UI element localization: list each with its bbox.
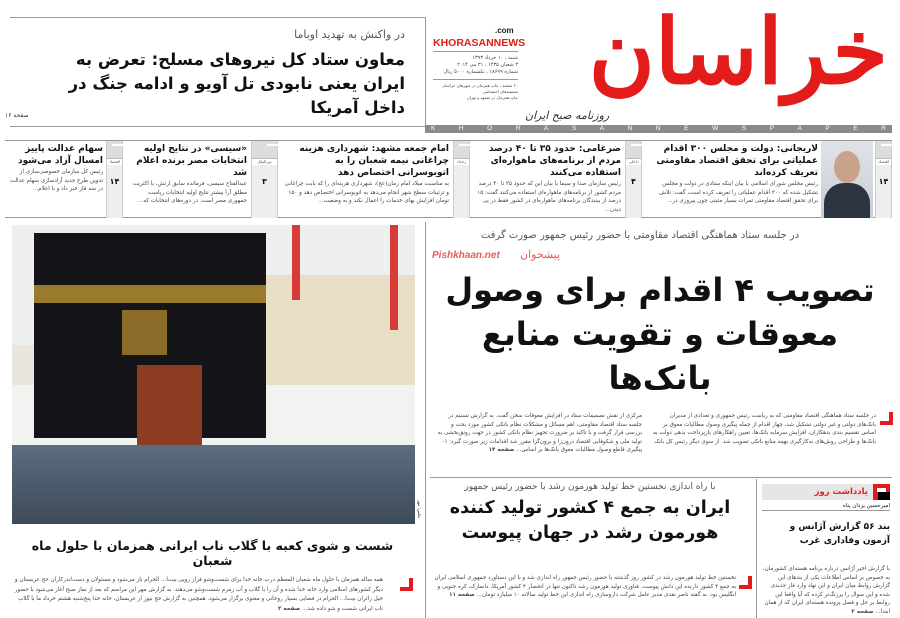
logo-subtitle: روزنامه صبح ایران (525, 109, 610, 122)
page-marker (106, 141, 123, 218)
teaser-justice-shares[interactable] (5, 141, 123, 218)
top-story-headline[interactable]: معاون ستاد کل نیروهای مسلح: تعرض به ایران یعنی نابودی تل آویو و ادامه جنگ در داخل آمریکا (68, 50, 405, 117)
khorasan-logo: خراسان (588, 0, 888, 105)
masthead-divider (425, 17, 426, 125)
teaser-mashhad-imam[interactable] (280, 141, 470, 218)
corner-icon (626, 141, 641, 159)
teaser-body: به مناسبت میلاد امام زمان(عج)، شهرداری هزینه‌ای را که بابت چراغانی و تزئینات سطح شهر انجام می‌دهد به اتوبوسرانی اختصاص دهد و ۱۵۰ تومان افزایش بهای خدمات را اعمال نکند و به وضعیت... (284, 181, 449, 204)
main-body-text: مرکزی از نقش تصمیمات ستاد در افزایش معوقات سخن گفت. به گزارش تسنیم در جلسه ستاد اقتصاد مقاومتی، اهم مسائل و مشکلات نظام بانکی کشور مورد بحث و بررسی قرار گرفت و با تاکید بر ضرورت تجهیز نظام بانکی کشور در جهت رونق‌بخشی به تولید ملی و شکوفایی اقتصاد درون‌زا و برون‌گرا مقرر شد اقدامات زیر صورت گیرد: ۱- پیگیری قاطع وصول مطالبات معوق بانک‌ها بر اساس... (437, 413, 642, 453)
issue-line: شماره ۱۸۶۹۹ ، تکشماره ۵۰۰۰ ریال (443, 69, 518, 75)
bar-letter: A (544, 125, 549, 132)
site-suffix: .com (495, 26, 514, 35)
edition-info (433, 83, 518, 101)
page-marker (453, 141, 470, 218)
top-story-page: صفحه ۱۶ (5, 112, 29, 119)
bar-letter: E (684, 125, 689, 132)
teaser-text (127, 143, 247, 206)
bar-letter: W (712, 125, 719, 132)
section-label: رخداد (454, 159, 469, 165)
info-line: ۲۰ صفحه ، چاپ همزمان در شهرهای خراسان (442, 83, 518, 88)
teaser-row (5, 140, 892, 218)
photo-caption[interactable]: شست و شوی کعبه با گلاب ناب ایرانی همزمان با حلول ماه شعبان (31, 538, 394, 568)
page-number: ۱۴ (109, 177, 120, 186)
newspaper-bar (425, 125, 892, 133)
photo-suit (824, 183, 870, 218)
photo-credit: عکس: مهر (417, 500, 422, 519)
column-divider (425, 222, 426, 618)
section-label: داخلی (626, 159, 641, 165)
bar-letter: H (458, 125, 464, 132)
main-bottom-rule (430, 477, 892, 478)
bar-letter: A (599, 125, 605, 132)
page-marker (251, 141, 278, 218)
photo-story-body (10, 576, 405, 614)
editorial-headline[interactable]: بند ۵۶ گزارش آژانس و آزمون وفاداری غرب (789, 522, 890, 546)
date-info (433, 55, 518, 76)
info-rule (433, 51, 518, 52)
masthead (425, 0, 900, 125)
bar-letter: P (769, 125, 774, 132)
photo-story-page: صفحه ۲ (277, 605, 301, 612)
section-label: اقتصاد (107, 159, 122, 165)
teaser-text (650, 143, 818, 206)
bar-letter: N (627, 125, 633, 132)
page-marker (875, 141, 892, 218)
bar-letter: K (431, 125, 436, 132)
bar-letter: R (515, 125, 521, 132)
teaser-title: امام جمعه مشهد: شهرداری هزینه چراغانی نیمه شعبان را به اتوبوسرانی اختصاص دهد (299, 144, 449, 178)
photo-crowd (12, 445, 415, 524)
red-corner-icon (880, 412, 893, 425)
main-body-right: در جلسه ستاد هماهنگی اقتصاد مقاومتی که به ریاست رئیس جمهوری و تعدادی از مدیران بانک‌های دولتی و غیر دولتی تشکیل شد، چهار اقدام از جمله پیگیری وصول مطالبات معوق بر اساس تقسیم بندی بدهکاران، افزایش سرمایه بانک‌ها، تعیین راهکارهای بازپرداخت بدهی دولت به بانک‌ها و طراحی روش‌های به‌کارگیری بهینه منابع بانکی تصویب شد. از سوی دیگر رئیس کل بانک (652, 413, 876, 445)
section-label: اقتصاد (876, 159, 891, 165)
watermark: Pishkhaan.net (432, 250, 500, 261)
photo-gold-band (34, 285, 266, 303)
teaser-title: ضرغامی: حدود ۳۵ تا ۴۰ درصد مردم از برنامه‌های ماهواره‌ای استفاده می‌کنند (488, 144, 621, 178)
editorial-tag: یادداشت روز (762, 484, 890, 500)
main-headline[interactable]: تصویب ۴ اقدام برای وصول معوقات و تقویت منابع بانک‌ها (445, 271, 875, 397)
watermark-logo: پیشخوان (520, 248, 561, 261)
teaser-body: رئیس کل سازمان خصوصی‌سازی از تدوین طرح جدید آزادسازی سهام عدالت در سه فاز خبر داد و با اعلام... (9, 169, 103, 192)
bar-letter: R (881, 125, 886, 132)
bar-letter: A (797, 125, 802, 132)
editorial-body-text: با گزارش اخیر آژانس درباره برنامه هسته‌ای کشورمان، به خصوص بر اساس اطلاعات یکی از بندهای این گزارش روابط میان ایران و این نهاد وارد فاز جدیدی شده و این سوال را پررنگ‌تر کرده که آیا واقعا این روابط بر حل و فصل پرونده هسته‌ای ایران که از همان ابتدا... (762, 566, 890, 615)
main-body-left (435, 412, 642, 455)
bar-letter: S (741, 125, 747, 132)
date-line: شنبه ، ۱۰ خرداد ۱۳۹۳ (472, 55, 518, 61)
info-line: چاپ همزمان در مشهد و تهران (466, 95, 518, 100)
second-kicker: با راه اندازی نخستین خط تولید هورمون رشد با حضور رئیس جمهور (464, 482, 716, 492)
page-number: ۱۴ (878, 177, 889, 186)
teaser-title: لاریجانی: دولت و مجلس ۳۰۰ اقدام عملیاتی برای تحقق اقتصاد مقاومتی تعریف کرده‌اند (656, 144, 818, 178)
teaser-sisi[interactable] (125, 141, 278, 218)
site-name: KHORASANNEWS (433, 37, 526, 49)
bar-letter: P (825, 125, 830, 132)
info-line: ضمیمه‌های اختصاصی (482, 89, 518, 94)
bar-letter: S (571, 125, 577, 132)
website-link[interactable] (433, 26, 526, 49)
second-body (430, 574, 736, 600)
photo-crane (292, 225, 300, 300)
teaser-body: رئیس مجلس شورای اسلامی با بیان اینکه ستادی در دولت و مجلس تشکیل شده که ۳۰۰ اقدام عملیاتی را تعریف کرده است، گفت: تلاش برای تحقق اقتصاد مقاومتی ثمرات بسیار مثبتی چون پیروزی در... (659, 181, 818, 204)
editorial-author: امیرحسین یزدان پناه (762, 503, 890, 511)
teaser-title: سهام عدالت پاییز امسال آزاد می‌شود (17, 144, 103, 166)
teaser-larijani[interactable] (647, 141, 892, 218)
bar-letter: E (853, 125, 858, 132)
red-corner-icon (739, 576, 752, 589)
main-page: صفحه ۱۴ (488, 447, 515, 453)
teaser-text (5, 143, 103, 194)
photo-crane (390, 225, 398, 330)
top-story[interactable] (0, 0, 425, 130)
editorial-body (762, 565, 890, 616)
teaser-body: رئیس سازمان صدا و سیما با بیان این که حدود ۳۵ تا ۴۰ درصد مردم کشور از برنامه‌های ماهواره‌ای استفاده می‌کنند گفت: ۱۵ درصد از بینندگان برنامه‌های ماهواره‌ای در کشور فقط در پی دیدن... (477, 181, 621, 213)
info-rule (433, 79, 518, 80)
photo-face (834, 151, 860, 183)
page-marker (625, 141, 642, 218)
photo-story-text: همه ساله همزمان با حلول ماه شعبان المعظم درب خانه خدا برای شست‌وشو فراز رویی بیت‌ا... الحرام باز می‌شود و مسئولان و دست‌اندرکاران حج عربستان و دیگر کشورهای اسلامی وارد خانه خدا شده و آن را با گلاب و آب زمزم شست‌وشو می‌دهند. به گزارش مهر این مراسم که بعد از نماز صبح آغاز می‌شود با حضور خیل زائران بیت‌ا... الحرام در فضایی بسیار روحانی و معنوی برگزار می‌شود. همچنین به گزارش حج نیوز از عربستان، خانه خدا پنج‌شنبه هشتم خرداد ما با گلاب ناب ایرانی شست و شو داده شد... (14, 577, 383, 612)
bar-letter: O (487, 125, 493, 132)
editorial-flag-icon (873, 484, 890, 500)
bar-letter: N (655, 125, 661, 132)
larijani-photo (821, 141, 873, 218)
main-kicker: در جلسه ستاد هماهنگی اقتصاد مقاومتی با حضور رئیس جمهور صورت گرفت (480, 230, 800, 241)
section-label: بین‌الملل (252, 159, 277, 165)
date-line: ۳ شعبان ۱۴۳۵ ، ۳۱ می ۲۰۱۴ (457, 62, 518, 68)
teaser-body: عبدالفتاح سیسی، فرمانده سابق ارتش، با اکثریت مطلق آرا بیشتر نتایج اولیه انتخابات ریاست جمهوری مصر است. در دوره‌های انتخابات که... (132, 181, 247, 204)
teaser-text (282, 143, 449, 206)
photo-door-panel (122, 310, 167, 355)
teaser-title: «سیسی» در نتایج اولیه انتخابات مصر برنده اعلام شد (136, 144, 247, 178)
kaaba-photo[interactable] (12, 225, 415, 524)
second-body-text: نخستین خط تولید هورمون رشد در کشور روز گذشته با حضور رئیس جمهور راه اندازی شد و با این دستاورد جمهوری اسلامی ایران به جمع ۴ کشور دارنده این دانش پیوست. فناوری تولید هورمون رشد تاکنون تنها در انحصار ۴ کشور آمریکا، دانمارک، کره جنوبی و انگلیس بود. به گفته ناصر نقدی مدیر عامل شرکت داروسازی راه اندازی این خط تولید سالانه ۱۰ میلیارد تومان... (434, 575, 736, 598)
corner-icon (454, 141, 469, 159)
page-number: ۴ (631, 177, 636, 186)
page-number: ۳ (262, 177, 267, 186)
corner-icon (252, 141, 277, 159)
teaser-text (472, 143, 621, 214)
second-headline[interactable]: ایران به جمع ۴ کشور تولید کننده هورمون رشد در جهان پیوست (449, 498, 731, 543)
editorial-page: صفحه ۲ (851, 608, 874, 615)
corner-icon (107, 141, 122, 159)
column-divider (756, 479, 757, 618)
second-page: صفحه ۱۱ (449, 592, 475, 598)
corner-icon (876, 141, 891, 159)
top-story-kicker: در واکنش به تهدید اوباما (294, 28, 405, 41)
teaser-zarghami[interactable] (472, 141, 642, 218)
